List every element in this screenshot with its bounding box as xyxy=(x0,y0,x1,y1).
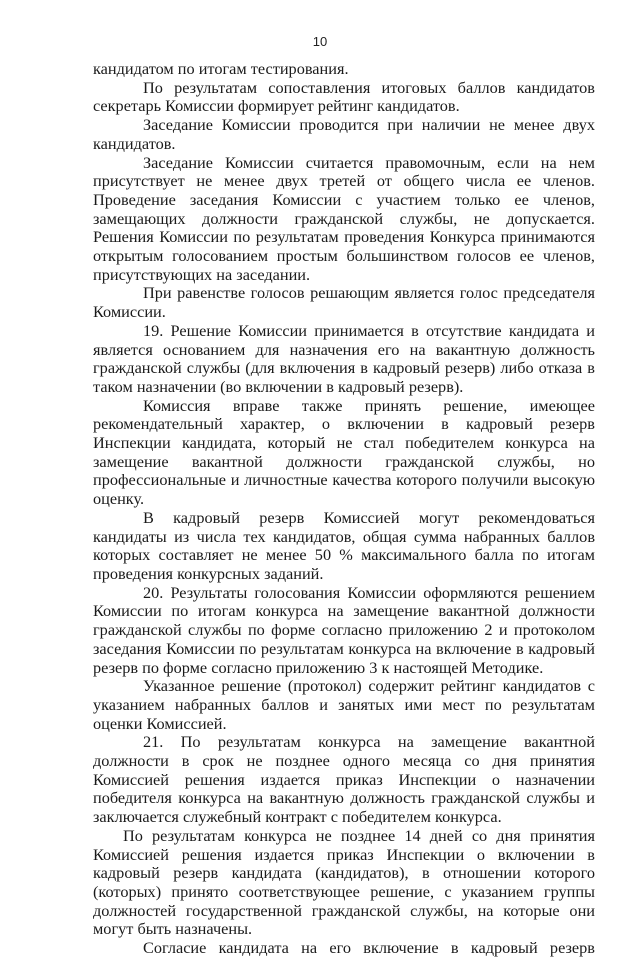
paragraph-meeting-validity: Заседание Комиссии считается правомочным, если на нем присутствует не менее двух третей от общего числа ее членов. Проведение заседания Комиссии с участием только ее членов, замещающих должности гражданской службы, не допускается. Решения Комиссии по результатам проведения Конкурса принимаются открытым голосованием простым большинством голосов ее членов, присутствующих на заседании. xyxy=(93,152,595,284)
paragraph-clause-21: 21. По результатам конкурса на замещение вакантной должности в срок не позднее одного месяца со дня принятия Комиссией решения издается приказ Инспекции о назначении победителя конкурса на вакантную должность гражданской службы и заключается служебный контракт с победителем конкурса. xyxy=(93,732,595,827)
paragraph-continuation: кандидатом по итогам тестирования. xyxy=(93,59,349,78)
paragraph-meeting-quorum-candidates: Заседание Комиссии проводится при наличии не менее двух кандидатов. xyxy=(93,115,595,153)
document-body xyxy=(93,60,595,958)
page-number: 10 xyxy=(312,34,328,49)
paragraph-reserve-threshold: В кадровый резерв Комиссией могут рекомендоваться кандидаты из числа тех кандидатов, общая сумма набранных баллов которых составляет не менее 50 % максимального балла по итогам проведения конкурсных заданий. xyxy=(93,507,595,583)
paragraph-reserve-order: По результатам конкурса не позднее 14 дней со дня принятия Комиссией решения издается приказ Инспекции о включении в кадровый резерв кандидата (кандидатов), в отношении которого (которых) принято соответствующее решение, с указанием группы должностей государственной гражданской службы, на которые они могут быть назначены. xyxy=(93,825,595,939)
paragraph-consent: Согласие кандидата на его включение в кадровый резерв xyxy=(143,938,595,958)
paragraph-clause-20: 20. Результаты голосования Комиссии оформляются решением Комиссии по итогам конкурса на замещение вакантной должности гражданской службы по форме согласно приложению 2 и протоколом заседания Комиссии по результатам конкурса на включение в кадровый резерв по форме согласно приложению 3 к настоящей Методике. xyxy=(93,582,595,677)
paragraph-rating: По результатам сопоставления итоговых баллов кандидатов секретарь Комиссии формирует рейтинг кандидатов. xyxy=(93,77,595,116)
paragraph-tie-vote: При равенстве голосов решающим является голос председателя Комиссии. xyxy=(93,283,595,322)
paragraph-recommendation: Комиссия вправе также принять решение, имеющее рекомендательный характер, о включении в кадровый резерв Инспекции кандидата, который не стал победителем конкурса на замещение вакантной должности гражданской службы, но профессиональные и личностные качества которого получили высокую оценку. xyxy=(93,395,595,509)
paragraph-clause-19: 19. Решение Комиссии принимается в отсутствие кандидата и является основанием для назначения его на вакантную должность гражданской службы (для включения в кадровый резерв) либо отказа в таком назначении (во включении в кадровый резерв). xyxy=(93,320,595,396)
paragraph-decision-rating: Указанное решение (протокол) содержит рейтинг кандидатов с указанием набранных баллов и занятых ими мест по результатам оценки Комиссией. xyxy=(93,676,595,733)
